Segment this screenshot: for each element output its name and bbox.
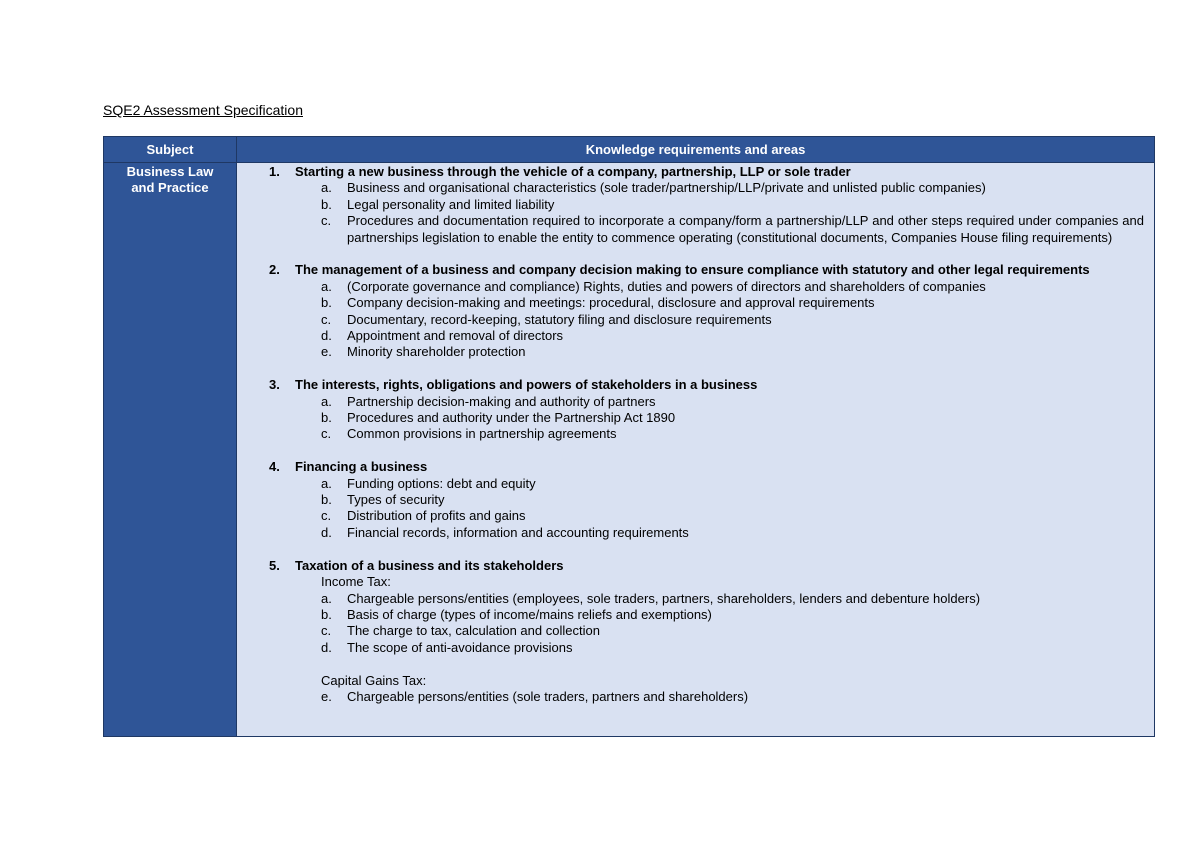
item-text: Funding options: debt and equity [347, 475, 536, 491]
subject-name-line-2: and Practice [131, 180, 209, 195]
item-letter: a. [321, 278, 332, 294]
item-text: Common provisions in partnership agreements [347, 426, 617, 442]
item-text: The scope of anti-avoidance provisions [347, 639, 573, 655]
area-number: 4. [269, 459, 280, 475]
list-item [237, 591, 1144, 607]
area-items [237, 689, 1144, 705]
area-number: 1. [269, 164, 280, 179]
area-items [237, 180, 1144, 246]
list-item [237, 689, 1144, 705]
item-text: Chargeable persons/entities (employees, sole traders, partners, shareholders, lenders and debenture holders) [347, 590, 981, 606]
list-item [237, 623, 1144, 639]
header-row [104, 137, 1155, 163]
income-tax-label: Income Tax: [321, 574, 391, 590]
item-text: Types of security [347, 492, 445, 508]
area-title: Financing a business [295, 459, 428, 475]
item-letter: b. [321, 295, 332, 311]
item-text: Minority shareholder protection [347, 344, 526, 360]
item-letter: e. [321, 688, 332, 704]
item-text: Appointment and removal of directors [347, 328, 564, 344]
list-item [237, 476, 1144, 492]
item-letter: d. [321, 639, 332, 655]
item-text: Financial records, information and accounting requirements [347, 524, 689, 540]
item-letter: a. [321, 393, 332, 409]
list-item [237, 525, 1144, 541]
item-text: The charge to tax, calculation and collection [347, 623, 600, 639]
item-letter: c. [321, 508, 332, 524]
list-item [237, 197, 1144, 213]
area-heading [237, 558, 1144, 574]
list-item [237, 279, 1144, 295]
area-heading [237, 459, 1144, 475]
area-items [237, 476, 1144, 542]
list-item [237, 312, 1144, 328]
spacer [237, 656, 1144, 672]
knowledge-area [237, 459, 1144, 541]
document-title: SQE2 Assessment Specification [103, 102, 303, 118]
item-text: Business and organisational characteristics (sole trader/partnership/LLP/private and unlisted public companies) [347, 180, 986, 196]
knowledge-cell [237, 163, 1155, 737]
capital-gains-tax-label: Capital Gains Tax: [321, 672, 427, 688]
item-letter: d. [321, 328, 332, 344]
list-item [237, 426, 1144, 442]
list-item [237, 640, 1144, 656]
knowledge-area [237, 377, 1144, 443]
item-letter: e. [321, 344, 332, 360]
area-number: 2. [269, 262, 280, 278]
list-item [237, 344, 1144, 360]
knowledge-area [237, 164, 1144, 246]
item-letter: b. [321, 606, 332, 622]
subject-column-header: Subject [104, 137, 237, 163]
item-text: Company decision-making and meetings: procedural, disclosure and approval requirements [347, 295, 875, 311]
list-item [237, 394, 1144, 410]
list-item [237, 180, 1144, 196]
knowledge-area [237, 262, 1144, 360]
subject-row [104, 163, 1155, 737]
area-items [237, 591, 1144, 657]
item-letter: c. [321, 213, 332, 229]
area-heading [237, 377, 1144, 393]
area-items [237, 279, 1144, 361]
knowledge-area [237, 558, 1144, 706]
item-letter: a. [321, 590, 332, 606]
list-item [237, 607, 1144, 623]
item-text: Legal personality and limited liability [347, 196, 555, 212]
item-letter: c. [321, 426, 332, 442]
item-text: Partnership decision-making and authority of partners [347, 393, 656, 409]
list-item [237, 410, 1144, 426]
item-text: Procedures and documentation required to incorporate a company/form a partnership/LLP and other steps required under companies and partnerships legislation to enable the entity to commence operating (constitutional documents, Companies House filing requirements) [347, 213, 1144, 245]
list-item [237, 295, 1144, 311]
list-item [237, 492, 1144, 508]
area-title: The interests, rights, obligations and powers of stakeholders in a business [295, 377, 758, 393]
item-text: Distribution of profits and gains [347, 508, 526, 524]
item-letter: d. [321, 524, 332, 540]
item-letter: b. [321, 196, 332, 212]
item-letter: b. [321, 492, 332, 508]
area-heading [237, 262, 1144, 278]
subject-name-line-1: Business Law [126, 164, 214, 179]
item-letter: a. [321, 180, 332, 196]
area-number: 5. [269, 557, 280, 573]
area-heading [237, 164, 1144, 180]
item-letter: a. [321, 475, 332, 491]
item-text: (Corporate governance and compliance) Rights, duties and powers of directors and shareholders of companies [347, 278, 986, 294]
item-text: Basis of charge (types of income/mains reliefs and exemptions) [347, 606, 712, 622]
list-item [237, 508, 1144, 524]
knowledge-column-header: Knowledge requirements and areas [237, 137, 1155, 163]
item-text: Procedures and authority under the Partnership Act 1890 [347, 410, 676, 426]
item-text: Documentary, record-keeping, statutory filing and disclosure requirements [347, 311, 772, 327]
area-title: Taxation of a business and its stakeholders [295, 557, 564, 573]
subject-cell [104, 163, 237, 737]
area-title: Starting a new business through the vehicle of a company, partnership, LLP or sole trader [295, 164, 851, 179]
area-title: The management of a business and company decision making to ensure compliance with statutory and other legal requirements [295, 262, 1090, 278]
item-letter: c. [321, 623, 332, 639]
area-number: 3. [269, 377, 280, 393]
list-item [237, 213, 1144, 246]
item-text: Chargeable persons/entities (sole traders, partners and shareholders) [347, 688, 749, 704]
item-letter: c. [321, 311, 332, 327]
list-item [237, 328, 1144, 344]
specification-table [103, 136, 1155, 737]
item-letter: b. [321, 410, 332, 426]
area-items [237, 394, 1144, 443]
